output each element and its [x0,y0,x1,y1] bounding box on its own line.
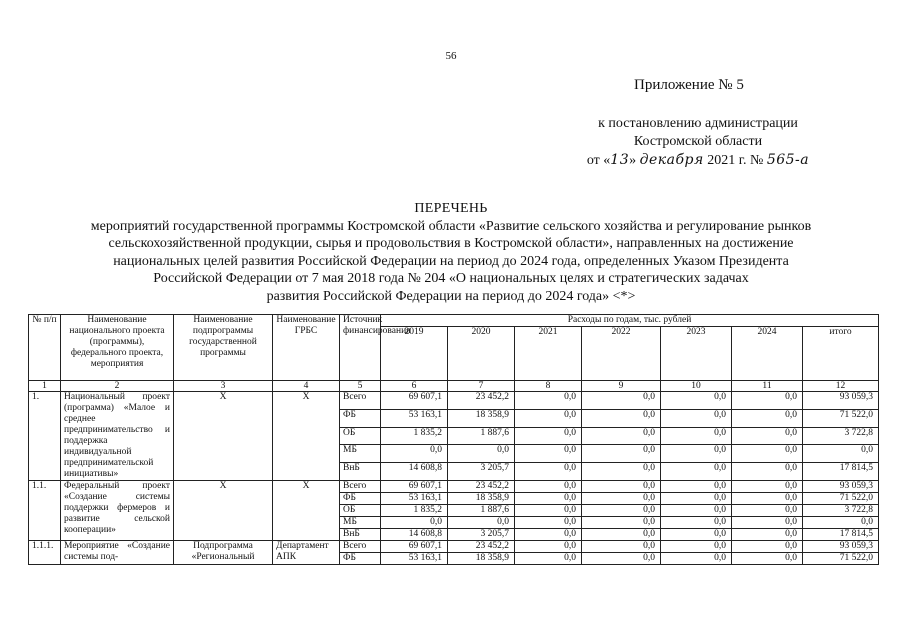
table-row [29,541,879,553]
header-grbs: Наименование ГРБС [273,315,340,381]
row-value: 0,0 [515,463,582,481]
row-value: 0,0 [515,427,582,445]
column-index: 5 [340,381,381,392]
column-index: 6 [381,381,448,392]
column-index: 11 [732,381,803,392]
row-source: Всего [340,392,381,410]
row-value: 0,0 [732,409,803,427]
column-index: 2 [61,381,174,392]
row-subprogram: Подпрограмма «Региональный [174,541,273,565]
row-value: 0,0 [732,445,803,463]
row-total: 71 522,0 [803,409,879,427]
header-year: 2021 [515,327,582,381]
row-source: ВнБ [340,463,381,481]
header-subprogram: Наименование подпрограммы государственной программы [174,315,273,381]
row-source: Всего [340,541,381,553]
row-value: 0,0 [732,392,803,410]
row-total: 93 059,3 [803,541,879,553]
row-value: 0,0 [732,517,803,529]
row-number: 1. [29,392,61,481]
row-value: 0,0 [582,445,661,463]
row-value: 0,0 [661,445,732,463]
row-value: 0,0 [582,463,661,481]
row-value: 53 163,1 [381,553,448,565]
header-total: итого [803,327,879,381]
row-value: 0,0 [582,541,661,553]
row-value: 0,0 [515,493,582,505]
column-index: 9 [582,381,661,392]
row-total: 93 059,3 [803,392,879,410]
row-source: ОБ [340,505,381,517]
row-value: 0,0 [582,427,661,445]
row-value: 0,0 [582,517,661,529]
row-value: 1 887,6 [448,427,515,445]
row-grbs: Х [273,392,340,481]
row-value: 14 608,8 [381,463,448,481]
row-total: 3 722,8 [803,427,879,445]
document-title-block [0,200,902,305]
row-total: 17 814,5 [803,463,879,481]
resolution-block [560,115,836,170]
row-value: 0,0 [732,463,803,481]
row-value: 53 163,1 [381,493,448,505]
row-value: 0,0 [661,493,732,505]
header-expenses: Расходы по годам, тыс. рублей [381,315,879,327]
row-value: 0,0 [448,445,515,463]
row-value: 1 835,2 [381,427,448,445]
column-index: 3 [174,381,273,392]
resolution-line-1: к постановлению администрации [598,116,798,131]
resolution-line-2: Костромской области [633,134,763,149]
subtitle-line: Российской Федерации от 7 мая 2018 года № 204 «О национальных целях и стратегических задачах [153,271,749,286]
row-total: 0,0 [803,517,879,529]
row-value: 23 452,2 [448,481,515,493]
row-value: 69 607,1 [381,541,448,553]
row-value: 1 835,2 [381,505,448,517]
row-source: МБ [340,445,381,463]
row-value: 0,0 [732,493,803,505]
row-value: 0,0 [661,481,732,493]
row-total: 71 522,0 [803,553,879,565]
row-value: 0,0 [661,392,732,410]
row-value: 0,0 [381,445,448,463]
row-value: 0,0 [661,553,732,565]
row-value: 0,0 [732,505,803,517]
row-source: ВнБ [340,529,381,541]
header-source: Источник финансирования [340,315,381,381]
row-value: 18 358,9 [448,553,515,565]
date-mid-1: » [629,153,640,168]
resolution-date-line [560,151,836,170]
row-value: 0,0 [661,505,732,517]
row-value: 3 205,7 [448,463,515,481]
column-index-row [29,381,879,392]
row-grbs: Х [273,481,340,541]
row-value: 0,0 [582,553,661,565]
row-source: Всего [340,481,381,493]
row-value: 0,0 [515,529,582,541]
row-total: 93 059,3 [803,481,879,493]
table-row [29,481,879,493]
row-value: 1 887,6 [448,505,515,517]
handwritten-day: 13 [610,152,630,168]
row-number: 1.1. [29,481,61,541]
row-value: 53 163,1 [381,409,448,427]
subtitle-line: сельскохозяйственной продукции, сырья и продовольствия в Костромской области», направленных на достижение [108,236,794,251]
row-project-name: Национальный проект (программа) «Малое и среднее предпринимательство и поддержка индивидуальной предпринимательской инициативы» [61,392,174,481]
row-project-name: Мероприятие «Создание системы под- [61,541,174,565]
row-value: 0,0 [661,529,732,541]
row-total: 17 814,5 [803,529,879,541]
row-number: 1.1.1. [29,541,61,565]
row-value: 69 607,1 [381,481,448,493]
row-project-name: Федеральный проект «Создание системы поддержки фермеров и развитие сельской кооперации» [61,481,174,541]
row-value: 0,0 [582,481,661,493]
row-source: ФБ [340,553,381,565]
subtitle-line: развития Российской Федерации на период до 2024 года» <*> [266,288,636,304]
document-title: ПЕРЕЧЕНЬ [414,201,488,216]
column-index: 1 [29,381,61,392]
column-index: 4 [273,381,340,392]
row-value: 0,0 [661,541,732,553]
row-value: 14 608,8 [381,529,448,541]
page-number: 56 [445,50,457,62]
row-value: 0,0 [448,517,515,529]
row-value: 0,0 [661,517,732,529]
header-year: 2023 [661,327,732,381]
row-value: 0,0 [582,392,661,410]
row-value: 0,0 [732,427,803,445]
row-value: 3 205,7 [448,529,515,541]
row-value: 18 358,9 [448,493,515,505]
row-value: 0,0 [515,392,582,410]
column-index: 7 [448,381,515,392]
row-value: 0,0 [515,409,582,427]
row-value: 23 452,2 [448,392,515,410]
row-value: 69 607,1 [381,392,448,410]
row-source: ФБ [340,409,381,427]
row-source: ФБ [340,493,381,505]
subtitle-line: мероприятий государственной программы Костромской области «Развитие сельского хозяйства и регулирование рынков [90,218,812,234]
row-subprogram: Х [174,392,273,481]
row-value: 0,0 [381,517,448,529]
date-prefix: от « [586,153,611,168]
handwritten-month: декабря [639,152,704,168]
row-value: 0,0 [732,481,803,493]
column-index: 10 [661,381,732,392]
row-value: 0,0 [515,445,582,463]
measures-table [28,314,879,565]
header-year: 2019 [381,327,448,381]
row-value: 0,0 [582,529,661,541]
row-subprogram: Х [174,481,273,541]
row-grbs: Департамент АПК [273,541,340,565]
row-total: 3 722,8 [803,505,879,517]
column-index: 12 [803,381,879,392]
header-num: № п/п [29,315,61,381]
row-source: ОБ [340,427,381,445]
row-value: 0,0 [661,463,732,481]
row-value: 0,0 [515,541,582,553]
handwritten-number: 565-а [766,152,810,168]
row-value: 0,0 [515,553,582,565]
header-row [29,315,879,327]
row-value: 0,0 [732,529,803,541]
table-row [29,392,879,410]
row-value: 0,0 [732,553,803,565]
subtitle-line: национальных целей развития Российской Федерации на период до 2024 года, определенных Указом Президента [113,253,789,269]
row-value: 18 358,9 [448,409,515,427]
row-value: 0,0 [515,481,582,493]
row-total: 71 522,0 [803,493,879,505]
row-value: 0,0 [515,517,582,529]
header-year: 2020 [448,327,515,381]
date-mid-2: 2021 г. № [703,153,767,168]
row-value: 0,0 [661,427,732,445]
row-value: 0,0 [582,493,661,505]
appendix-label: Приложение № 5 [634,77,744,93]
row-value: 0,0 [515,505,582,517]
row-value: 0,0 [582,505,661,517]
row-value: 0,0 [732,541,803,553]
row-total: 0,0 [803,445,879,463]
row-value: 0,0 [582,409,661,427]
header-project: Наименование национального проекта (программы), федерального проекта, мероприятия [61,315,174,381]
row-value: 0,0 [661,409,732,427]
row-source: МБ [340,517,381,529]
row-value: 23 452,2 [448,541,515,553]
header-year: 2024 [732,327,803,381]
table-body [29,392,879,565]
column-index: 8 [515,381,582,392]
header-year: 2022 [582,327,661,381]
